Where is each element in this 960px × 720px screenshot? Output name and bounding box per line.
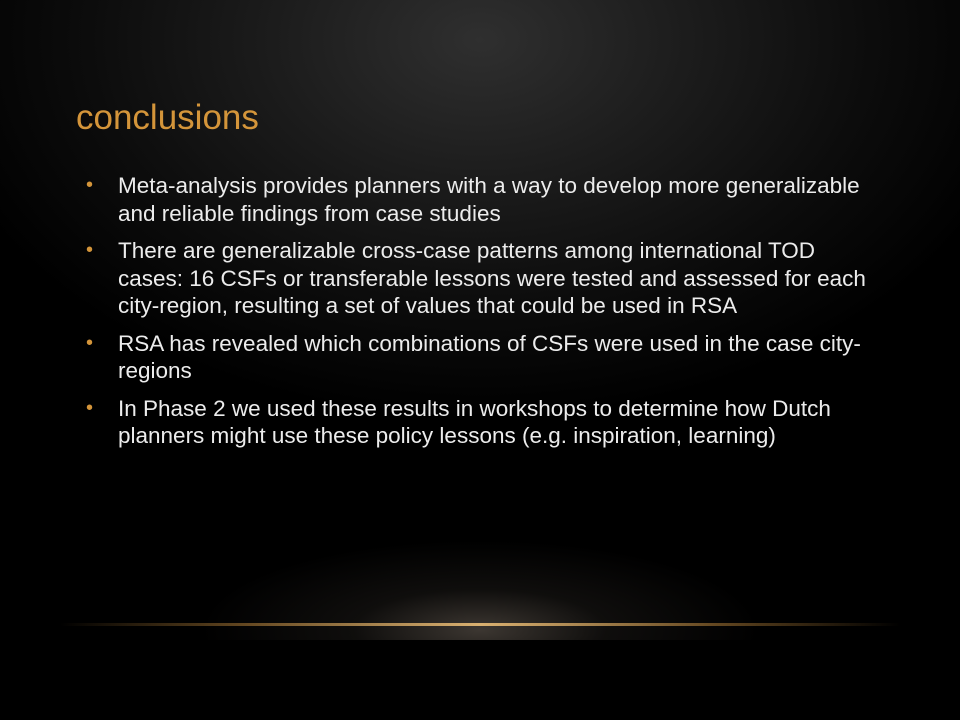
bullet-text: RSA has revealed which combinations of CSFs were used in the case city-regions	[118, 330, 861, 383]
bullet-icon: •	[86, 174, 94, 196]
bullet-icon: •	[86, 396, 94, 419]
slide-title: conclusions	[76, 98, 259, 137]
divider-line	[60, 623, 900, 626]
bullet-icon: •	[86, 331, 94, 354]
bullet-text: There are generalizable cross-case patterns among international TOD cases: 16 CSFs or transferable lessons were tested and assessed for each city-region, resulting a set of values that could be used in RSA	[118, 238, 866, 318]
bullet-item	[86, 395, 876, 450]
bullet-item	[86, 237, 876, 320]
bullet-item	[86, 172, 876, 227]
bullet-text: Meta-analysis provides planners with a way to develop more generalizable and reliable findings from case studies	[118, 173, 860, 226]
bullet-text: In Phase 2 we used these results in workshops to determine how Dutch planners might use these policy lessons (e.g. inspiration, learning)	[118, 395, 831, 448]
background-glow	[180, 470, 780, 640]
bullet-icon: •	[86, 239, 94, 261]
bullet-list	[86, 172, 876, 460]
bullet-item	[86, 330, 876, 385]
